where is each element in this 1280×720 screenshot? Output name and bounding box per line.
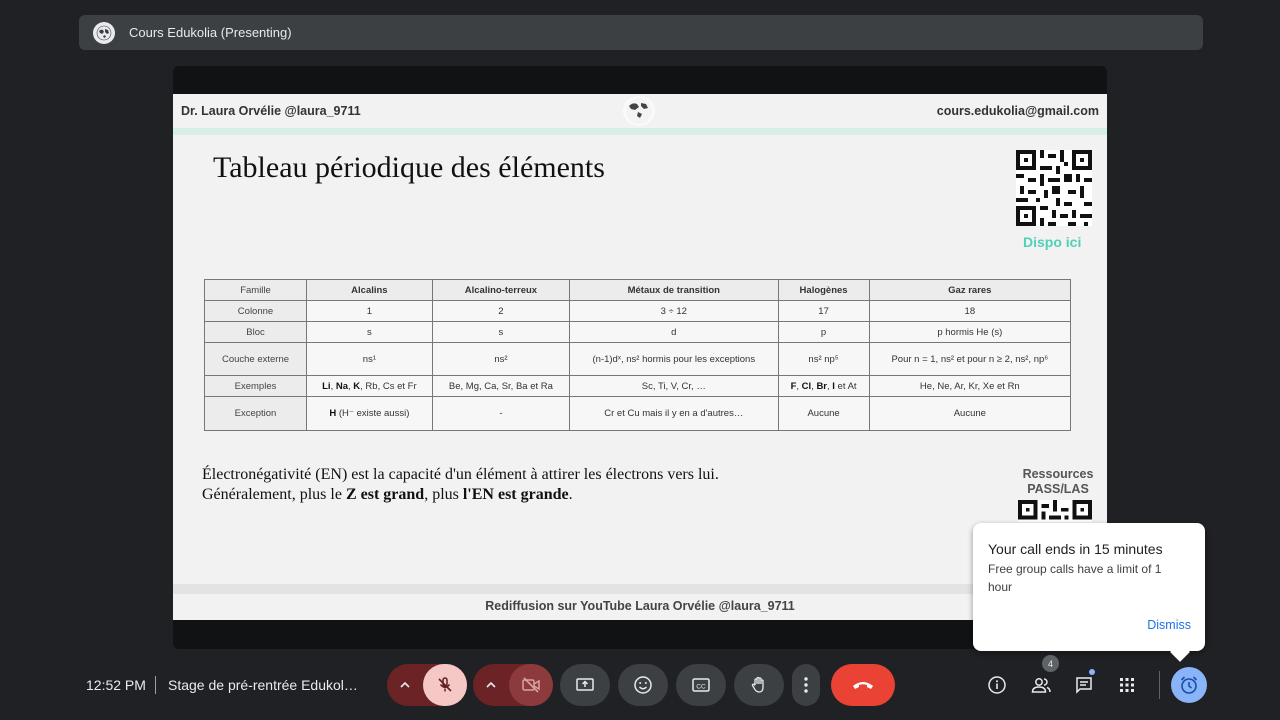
- globe-logo-icon: [623, 96, 655, 126]
- en-line-2: [202, 485, 719, 505]
- table-cell: Exemples: [205, 376, 307, 397]
- slide-footer: Rediffusion sur YouTube Laura Orvélie @laura_9711: [485, 599, 795, 613]
- camera-options-button[interactable]: [473, 664, 509, 706]
- electronegativity-text: [202, 465, 719, 505]
- table-cell: s: [432, 322, 569, 343]
- camera-off-icon: [521, 676, 541, 694]
- table-cell: d: [570, 322, 778, 343]
- table-cell: Colonne: [205, 301, 307, 322]
- table-header: Métaux de transition: [570, 280, 778, 301]
- table-cell: He, Ne, Ar, Kr, Xe et Rn: [869, 376, 1070, 397]
- more-options-button[interactable]: [792, 664, 820, 706]
- resources-line: PASS/LAS: [1027, 482, 1089, 496]
- bold-span: l'EN est grande: [462, 486, 569, 503]
- table-cell: Exception: [205, 397, 307, 431]
- svg-text:CC: CC: [696, 683, 706, 691]
- qr-code-icon: [1018, 500, 1092, 522]
- mic-off-button[interactable]: [423, 664, 467, 706]
- more-vert-icon: [803, 676, 809, 694]
- call-controls-bar: [0, 660, 1280, 710]
- qr-caption: Dispo ici: [1023, 234, 1082, 250]
- captions-button[interactable]: [676, 664, 726, 706]
- table-header: Alcalino-terreux: [432, 280, 569, 301]
- cell-text: et At: [834, 380, 857, 392]
- header-divider: [173, 128, 1107, 135]
- presentation-stage: [173, 66, 1107, 649]
- resources-line: Ressources: [1022, 467, 1094, 481]
- element-symbol: I: [832, 380, 835, 392]
- text-span: .: [568, 486, 573, 503]
- camera-off-button[interactable]: [509, 664, 553, 706]
- text-span: , plus: [424, 486, 463, 503]
- element-symbol: H: [329, 408, 337, 419]
- chat-icon: [1074, 675, 1094, 695]
- divider: [155, 676, 156, 694]
- call-timer-button[interactable]: [1171, 667, 1207, 703]
- meeting-details-button[interactable]: [982, 670, 1012, 700]
- present-screen-icon: [575, 676, 595, 694]
- qr-code-icon: [1016, 150, 1092, 226]
- emoji-icon: [633, 675, 653, 695]
- table-cell: (n-1)dˣ, ns² hormis pour les exceptions: [570, 343, 778, 376]
- table-cell: 1: [307, 301, 433, 322]
- table-cell: Famille: [205, 280, 307, 301]
- notification-title: Your call ends in 15 minutes: [988, 541, 1163, 557]
- call-limit-notification: [973, 523, 1205, 651]
- table-cell: s: [307, 322, 433, 343]
- table-cell: -: [432, 397, 569, 431]
- table-cell: ns²: [432, 343, 569, 376]
- footer-band: [173, 584, 1107, 594]
- raise-hand-button[interactable]: [734, 664, 784, 706]
- leave-call-button[interactable]: [831, 664, 895, 706]
- table-header: Gaz rares: [869, 280, 1070, 301]
- table-cell: Aucune: [778, 397, 869, 431]
- slide-header: [173, 94, 1107, 127]
- table-header: Alcalins: [307, 280, 433, 301]
- dismiss-button[interactable]: Dismiss: [1147, 618, 1191, 632]
- table-header: Halogènes: [778, 280, 869, 301]
- captions-icon: [691, 676, 711, 694]
- table-cell: Aucune: [869, 397, 1070, 431]
- divider: [1159, 671, 1160, 699]
- text-span: Généralement, plus le: [202, 486, 346, 503]
- element-symbol: Na: [335, 380, 348, 392]
- presenting-title: Cours Edukolia (Presenting): [129, 25, 292, 40]
- table-cell: ns² np⁵: [778, 343, 869, 376]
- cell-text: , Rb, Cs et Fr: [360, 380, 417, 392]
- element-symbol: Br: [816, 380, 827, 392]
- table-cell: p hormis He (s): [869, 322, 1070, 343]
- slide: [173, 94, 1107, 620]
- element-symbol: Cl: [801, 380, 812, 392]
- cell-text: (H⁻ existe aussi): [336, 408, 410, 419]
- info-icon: [987, 675, 1007, 695]
- activities-button[interactable]: [1112, 670, 1142, 700]
- emoji-reactions-button[interactable]: [618, 664, 668, 706]
- table-cell: Li, Na, K, Rb, Cs et Fr: [307, 376, 433, 397]
- resources-label: [1013, 467, 1103, 497]
- table-row: [205, 280, 1071, 301]
- meeting-name: Stage de pré-rentrée Edukol…: [168, 677, 358, 693]
- slide-email: cours.edukolia@gmail.com: [936, 103, 1099, 118]
- alarm-clock-icon: [1178, 674, 1200, 696]
- mic-options-button[interactable]: [387, 664, 423, 706]
- present-screen-button[interactable]: [560, 664, 610, 706]
- unread-dot: [1089, 669, 1095, 675]
- notification-body: Free group calls have a limit of 1 hour: [988, 562, 1162, 594]
- en-line-1: Électronégativité (EN) est la capacité d'un élément à attirer les électrons vers lui.: [202, 466, 719, 483]
- microphone-control: [387, 664, 467, 706]
- table-cell: 3 ÷ 12: [570, 301, 778, 322]
- globe-icon: [93, 22, 115, 44]
- table-cell: Cr et Cu mais il y en a d'autres…: [570, 397, 778, 431]
- table-row: [205, 301, 1071, 322]
- participants-count-badge: 4: [1042, 655, 1059, 672]
- periodic-table-summary: [204, 279, 1071, 431]
- table-cell: 18: [869, 301, 1070, 322]
- apps-grid-icon: [1118, 676, 1136, 694]
- table-row: [205, 397, 1071, 431]
- table-cell: Couche externe: [205, 343, 307, 376]
- people-icon: [1030, 675, 1052, 695]
- bold-span: Z est grand: [345, 486, 425, 503]
- current-time: 12:52 PM: [86, 677, 146, 693]
- table-cell: Sc, Ti, V, Cr, …: [570, 376, 778, 397]
- table-row: [205, 376, 1071, 397]
- table-cell: ns¹: [307, 343, 433, 376]
- table-cell: [307, 397, 433, 431]
- table-row: [205, 343, 1071, 376]
- hang-up-icon: [851, 679, 875, 691]
- slide-title: Tableau périodique des éléments: [213, 151, 605, 184]
- table-cell: 17: [778, 301, 869, 322]
- element-symbol: F: [790, 380, 797, 392]
- camera-control: [473, 664, 553, 706]
- table-row: [205, 322, 1071, 343]
- table-cell: p: [778, 322, 869, 343]
- table-cell: Be, Mg, Ca, Sr, Ba et Ra: [432, 376, 569, 397]
- hand-icon: [749, 675, 769, 695]
- element-symbol: Li: [322, 380, 331, 392]
- mic-off-icon: [436, 676, 454, 694]
- presenting-bar: [79, 15, 1203, 50]
- slide-author: Dr. Laura Orvélie @laura_9711: [181, 103, 361, 118]
- notification-pointer: [1170, 642, 1190, 662]
- table-cell: Pour n = 1, ns² et pour n ≥ 2, ns², np⁶: [869, 343, 1070, 376]
- table-cell: F, Cl, Br, I et At: [778, 376, 869, 397]
- people-button[interactable]: [1026, 670, 1056, 700]
- chat-button[interactable]: [1069, 670, 1099, 700]
- table-cell: 2: [432, 301, 569, 322]
- element-symbol: K: [353, 380, 361, 392]
- table-cell: Bloc: [205, 322, 307, 343]
